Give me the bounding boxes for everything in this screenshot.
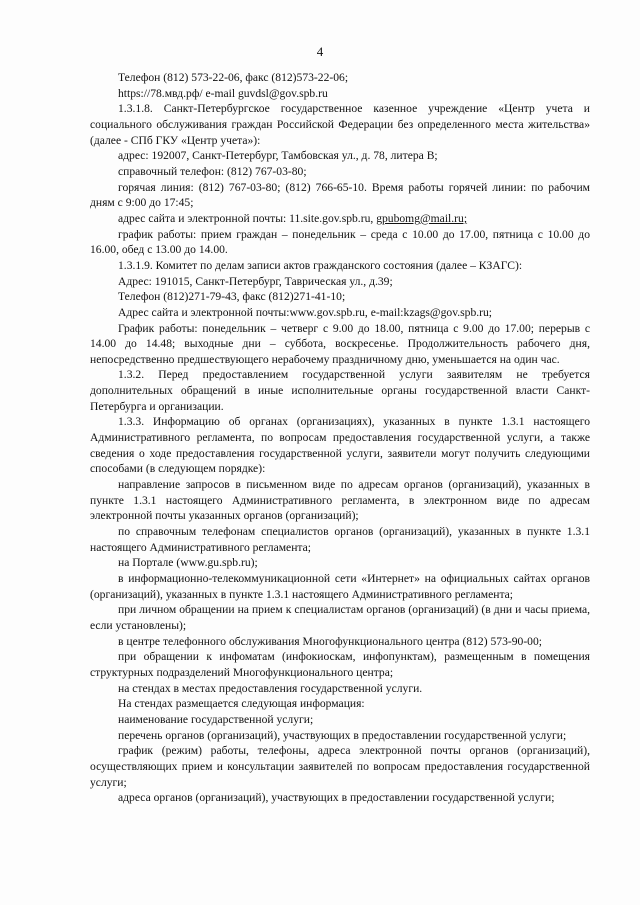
paragraph-1-3-1-8: 1.3.1.8. Санкт-Петербургское государственное казенное учреждение «Центр учета и социального обслуживания граждан Российской Федерации без определенного места жительства» (далее - СПб ГКУ «Центр учета»): [90, 102, 590, 147]
paragraph-kzags-address: Адрес: 191015, Санкт-Петербург, Таврическая ул., д.39; [118, 274, 393, 288]
paragraph-site-email [90, 211, 590, 227]
paragraph-infomats: при обращении к инфоматам (инфокиоскам, инфопунктам), размещенным в помещения структурных подразделений Многофункционального центра; [90, 650, 590, 679]
paragraph-internet: в информационно-телекоммуникационной сети «Интернет» на официальных сайтах органов (организаций), указанных в пункте 1.3.1 настоящего Административного регламента; [90, 572, 590, 601]
paragraph-portal: на Портале (www.gu.spb.ru); [118, 556, 258, 570]
paragraph-reference-phones: по справочным телефонам специалистов органов (организаций), указанных в пункте 1.3.1 настоящего Административного регламента; [90, 525, 590, 554]
paragraph-organizations-addresses: адреса органов (организаций), участвующих в предоставлении государственной услуги; [118, 791, 555, 805]
paragraph-service-name: наименование государственной услуги; [118, 712, 314, 726]
document-body [90, 70, 590, 806]
paragraph-organizations-list: перечень органов (организаций), участвующих в предоставлении государственной услуги; [118, 728, 567, 742]
page-number: 4 [316, 44, 324, 59]
paragraph-schedule: график работы: прием граждан – понедельник – среда с 10.00 до 17.00, пятница с 10.00 до 16.00, обед с 13.00 до 14.00. [90, 227, 590, 257]
paragraph-phone-fax: Телефон (812) 573-22-06, факс (812)573-22-06; [118, 71, 349, 84]
paragraph-address: адрес: 192007, Санкт-Петербург, Тамбовская ул., д. 78, литера В; [118, 149, 438, 163]
paragraph-stands-info: На стендах размещается следующая информация: [118, 697, 365, 711]
paragraph-kzags-schedule: График работы: понедельник – четверг с 9.00 до 18.00, пятница с 9.00 до 17.00; перерыв с 14.00 до 14.48; выходные дни – суббота, воскресенье. Продолжительность рабочего дня, непосредственно предшествующего нерабочему праздничному дню, уменьшается на один час. [90, 321, 590, 366]
paragraph-1-3-3: 1.3.3. Информацию об органах (организациях), указанных в пункте 1.3.1 настоящего Административного регламента, по вопросам предоставления государственной услуги, а также сведения о ходе предоставления государственной услуги, заявители могут получить следующими способами (в следующем порядке): [90, 415, 590, 476]
paragraph-kzags-phone: Телефон (812)271-79-43, факс (812)271-41-10; [118, 290, 346, 304]
paragraph-kzags-site: Адрес сайта и электронной почты:www.gov.spb.ru, e-mail:kzags@gov.spb.ru; [118, 305, 493, 319]
paragraph-personal-visit: при личном обращении на прием к специалистам органов (организаций) (в дни и часы приема, если установлены); [90, 603, 590, 632]
paragraph-url-email: https://78.мвд.рф/ e-mail guvdsl@gov.spb.ru [118, 86, 328, 100]
paragraph-hotline: горячая линия: (812) 767-03-80; (812) 766-65-10. Время работы горячей линии: по рабочим дням с 9:00 до 17:45; [90, 180, 590, 210]
paragraph-written-requests: направление запросов в письменном виде по адресам органов (организаций), указанных в пункте 1.3.1 настоящего Административного регламента, в электронном виде по адресам электронной почты указанных органов (организаций); [90, 478, 590, 523]
paragraph-1-3-2: 1.3.2. Перед предоставлением государственной услуги заявителям не требуется дополнительных обращений в иные исполнительные органы государственной власти Санкт-Петербурга и организации. [90, 368, 590, 413]
paragraph-call-center: в центре телефонного обслуживания Многофункционального центра (812) 573-90-00; [118, 634, 542, 648]
paragraph-reference-phone: справочный телефон: (812) 767-03-80; [118, 164, 307, 178]
paragraph-work-schedule: график (режим) работы, телефоны, адреса электронной почты органов (организаций), осуществляющих прием и консультации заявителей по вопросам предоставления государственной услуги; [90, 744, 590, 789]
paragraph-1-3-1-9: 1.3.1.9. Комитет по делам записи актов гражданского состояния (далее – КЗАГС): [118, 258, 523, 272]
paragraph-stands: на стендах в местах предоставления государственной услуги. [118, 681, 423, 695]
site-email-label: адрес сайта и электронной почты: 11.site.gov.spb.ru, [118, 211, 374, 225]
email-link[interactable]: gpubomg@mail.ru; [376, 211, 468, 225]
